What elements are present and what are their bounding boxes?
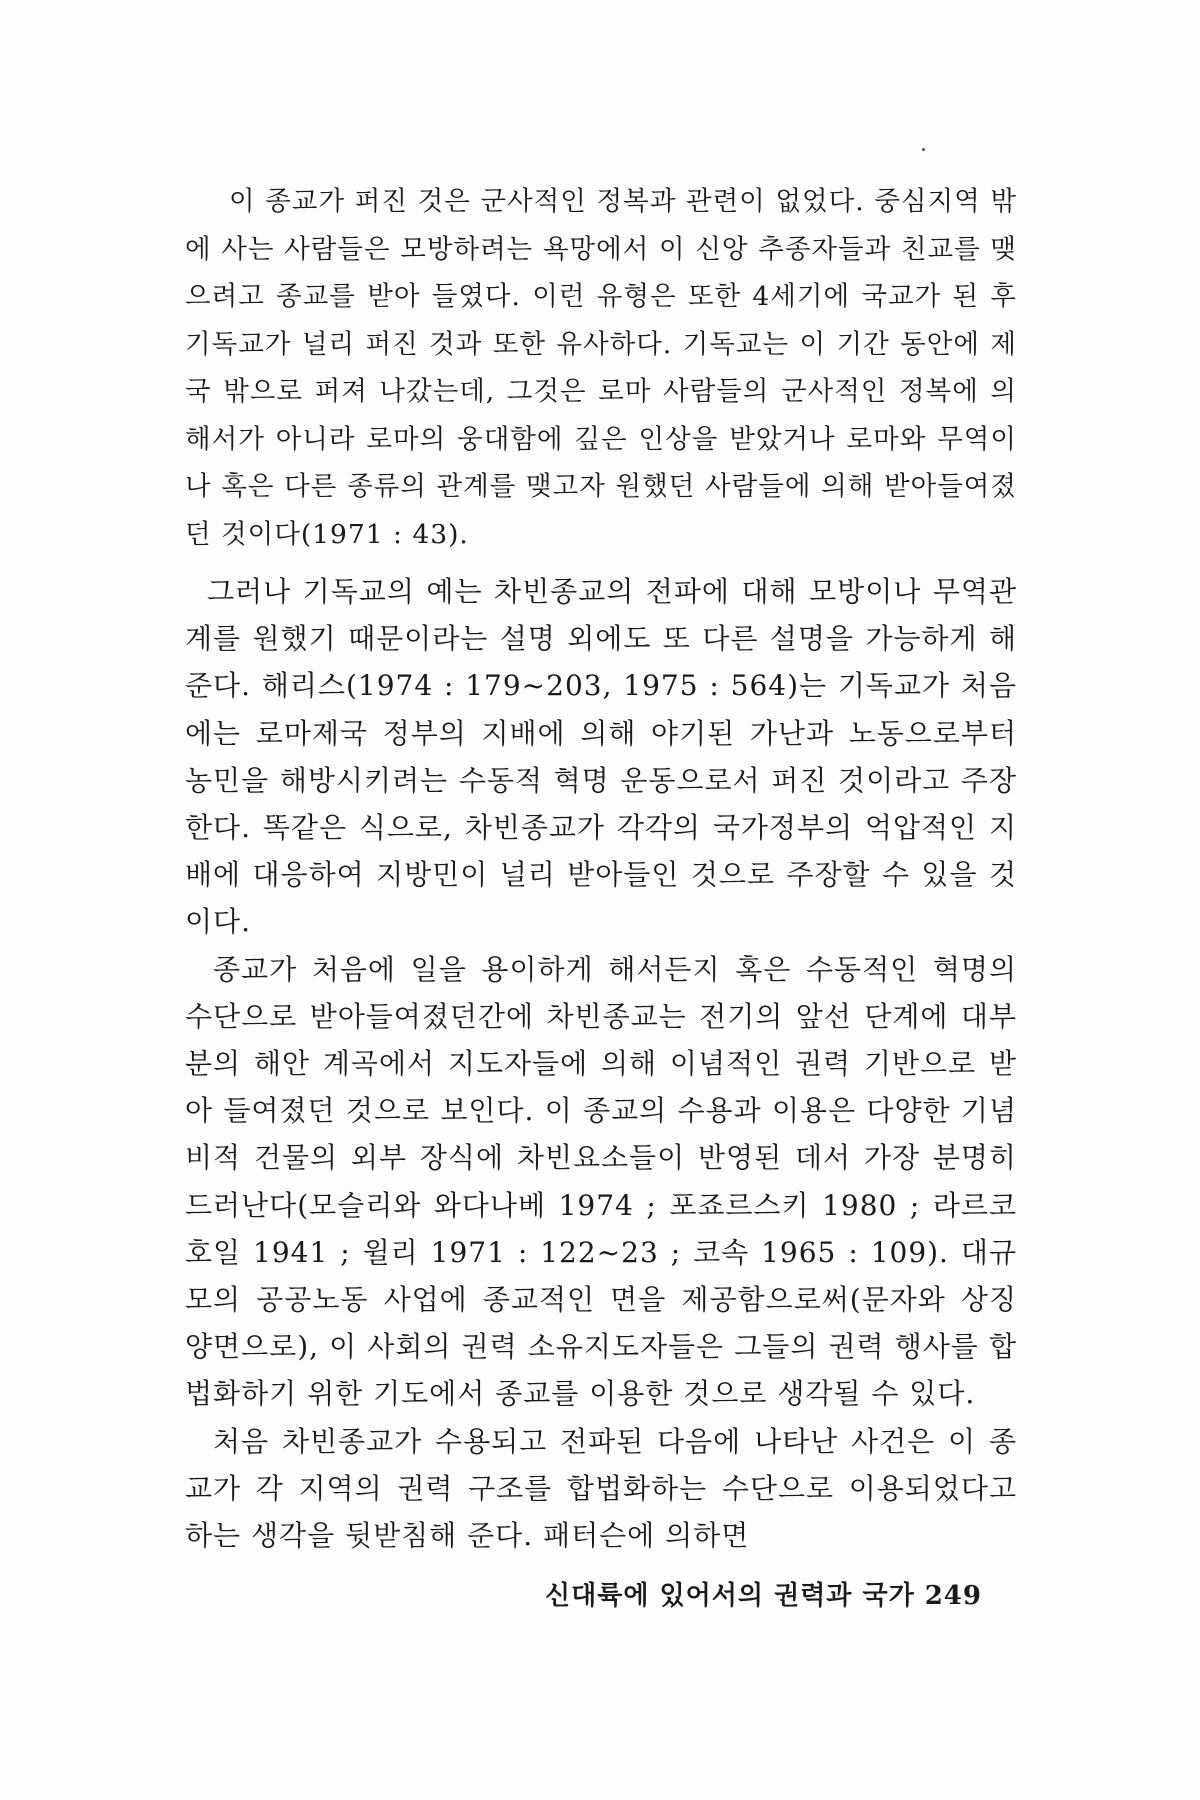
- paragraph: 그러나 기독교의 예는 차빈종교의 전파에 대해 모방이나 무역관계를 원했기 때문이라는 설명 외에도 또 다른 설명을 가능하게 해준다. 해리스(1974 : 179~203, 1975 : 564)는 기독교가 처음에는 로마제국 정부의 지배에 의해 야기된 가난과 노동으로부터 농민을 해방시키려는 수동적 혁명 운동으로서 퍼진 것이라고 주장한다. 똑같은 식으로, 차빈종교가 각각의 국가정부의 억압적인 지배에 대응하여 지방민이 널리 받아들인 것으로 주장할 수 있을 것이다.: [185, 575, 1017, 939]
- block-quote: 이 종교가 퍼진 것은 군사적인 정복과 관련이 없었다. 중심지역 밖에 사는 사람들은 모방하려는 욕망에서 이 신앙 추종자들과 친교를 맺으려고 종교를 받아 들였다. 이런 유형은 또한 4세기에 국교가 된 후 기독교가 널리 퍼진 것과 또한 유사하다. 기독교는 이 기간 동안에 제국 밖으로 퍼져 나갔는데, 그것은 로마 사람들의 군사적인 정복에 의해서가 아니라 로마의 웅대함에 깊은 인상을 받았거나 로마와 무역이나 혹은 다른 종류의 관계를 맺고자 원했던 사람들에 의해 받아들여졌던 것이다(1971 : 43).: [185, 186, 1017, 550]
- paragraph: 종교가 처음에 일을 용이하게 해서든지 혹은 수동적인 혁명의 수단으로 받아들여졌던간에 차빈종교는 전기의 앞선 단계에 대부분의 해안 계곡에서 지도자들에 의해 이념적인 권력 기반으로 받아 들여졌던 것으로 보인다. 이 종교의 수용과 이용은 다양한 기념비적 건물의 외부 장식에 차빈요소들이 반영된 데서 가장 분명히 드러난다(모슬리와 와다나베 1974 ; 포죠르스키 1980 ; 라르코 호일 1941 ; 윌리 1971 : 122~23 ; 코속 1965 : 109). 대규모의 공공노동 사업에 종교적인 면을 제공함으로써(문자와 상징 양면으로), 이 사회의 권력 소유지도자들은 그들의 권력 행사를 합법화하기 위한 기도에서 종교를 이용한 것으로 생각될 수 있다.: [185, 952, 1017, 1411]
- scan-speck: [922, 148, 925, 151]
- running-title: 신대륙에 있어서의 권력과 국가: [545, 1581, 915, 1611]
- body-text: [185, 568, 1017, 1559]
- page-number: 249: [924, 1581, 982, 1611]
- page-footer: [545, 1575, 982, 1612]
- paragraph: 처음 차빈종교가 수용되고 전파된 다음에 나타난 사건은 이 종교가 각 지역의 권력 구조를 합법화하는 수단으로 이용되었다고 하는 생각을 뒷받침해 준다. 패터슨에 의하면: [185, 1424, 1017, 1553]
